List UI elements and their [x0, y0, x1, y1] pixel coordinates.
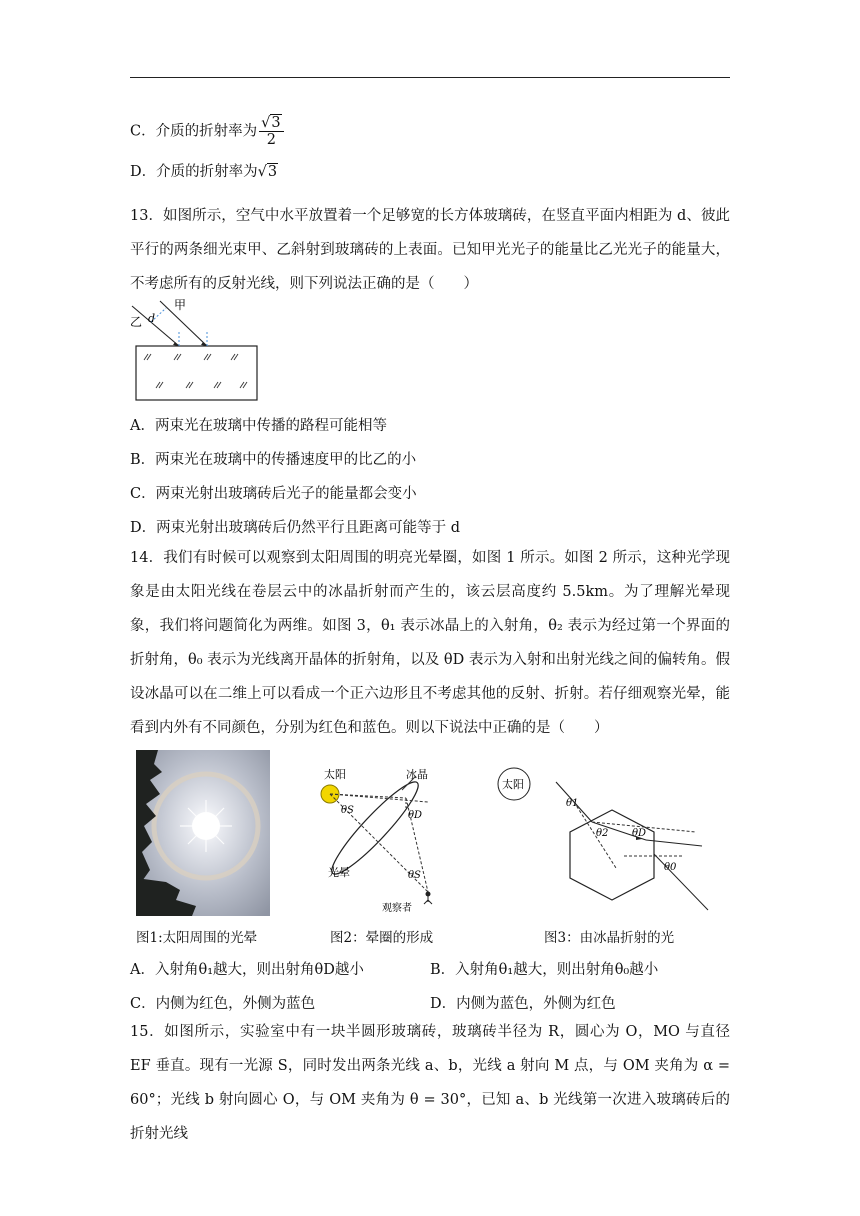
q14-fig1-caption: 图1:太阳周围的光晕 — [136, 930, 258, 946]
q12-option-d — [130, 162, 278, 182]
fig3-label-theta-0: θ0 — [664, 862, 677, 873]
fraction-sqrt3-over-2: $\frac{√3}{2}$ — [259, 115, 283, 148]
fig3-label-theta-2: θ2 — [596, 828, 609, 839]
fig2-label-theta-b: θS — [408, 870, 421, 881]
fig2-label-theta-d: θD — [408, 810, 423, 821]
q12-option-c-text: C．介质的折射率为 — [130, 123, 258, 140]
fig2-label-sun: 太阳 — [324, 768, 346, 781]
q14-option-a: A．入射角θ₁越大，则出射角θD越小 — [130, 962, 364, 978]
fraction-denominator: 2 — [266, 132, 276, 148]
q14-stem: 14．我们有时候可以观察到太阳周围的明亮光晕圈，如图 1 所示。如图 2 所示，这种光学现象是由太阳光线在卷层云中的冰晶折射而产生的，该云层高度约 5.5km。为了理解光晕现象，我们将问题简化为两维。如图 3，θ₁ 表示冰晶上的入射角，θ₂ 表示为经过第一个界面的折射角，θ₀ 表示为光线离开晶体的折射角，以及 θD 表示为入射和出射光线之间的偏转角。假设冰晶可以在二维上可以看成一个正六边形且不考虑其他的反射、折射。若仔细观察光晕，能看到内外有不同颜色，分别为红色和蓝色。则以下说法中正确的是（ ） — [130, 550, 730, 736]
q13-option-d: D．两束光射出玻璃砖后仍然平行且距离可能等于 d — [130, 520, 461, 536]
label-jia: 甲 — [174, 298, 187, 312]
q14-option-c: C．内侧为红色，外侧为蓝色 — [130, 996, 316, 1012]
q13-option-c: C．两束光射出玻璃砖后光子的能量都会变小 — [130, 486, 417, 502]
fig2-label-halo: 光晕 — [328, 866, 350, 879]
fig3-label-sun: 太阳 — [502, 778, 524, 791]
q14-fig2-caption: 图2：晕圈的形成 — [330, 930, 434, 946]
fraction-numerator: 3 — [271, 115, 281, 131]
fig2-label-theta-s: θS — [341, 805, 354, 816]
q13-option-a: A．两束光在玻璃中传播的路程可能相等 — [130, 418, 387, 434]
glass-hatching — [144, 354, 247, 388]
q14-fig3-caption: 图3：由冰晶折射的光 — [544, 930, 675, 946]
label-d: d — [148, 312, 156, 325]
header-rule — [130, 77, 730, 78]
fig3-label-theta-1: θ1 — [566, 798, 579, 809]
sqrt3: √3 — [257, 164, 278, 180]
fig2-label-observer: 观察者 — [382, 903, 412, 914]
q15-stem: 15．如图所示，实验室中有一块半圆形玻璃砖，玻璃砖半径为 R，圆心为 O，MO 与直径 EF 垂直。现有一光源 S，同时发出两条光线 a、b，光线 a 射向 M 点，与 OM 夹角为 α = 60°；光线 b 射向圆心 O，与 OM 夹角为 θ = 30°，已知 a、b 光线第一次进入玻璃砖后的折射光线 — [130, 1024, 730, 1142]
fig3-label-theta-d: θD — [632, 828, 647, 839]
q14-fig3-ice-refraction — [496, 760, 710, 920]
q14-option-d: D．内侧为蓝色，外侧为红色 — [430, 996, 616, 1012]
q14-fig1-halo-photo — [136, 750, 270, 916]
q12-option-c — [130, 115, 284, 148]
q14-option-b: B．入射角θ₁越大，则出射角θ₀越小 — [430, 962, 659, 978]
q13-glass-brick-figure — [128, 296, 268, 404]
q13-option-b: B．两束光在玻璃中的传播速度甲的比乙的小 — [130, 452, 417, 468]
q13-stem: 13．如图所示，空气中水平放置着一个足够宽的长方体玻璃砖，在竖直平面内相距为 d、彼此平行的两条细光束甲、乙斜射到玻璃砖的上表面。已知甲光光子的能量比乙光光子的能量大，不考虑所有的反射光线，则下列说法正确的是（ ） — [130, 208, 730, 292]
label-yi: 乙 — [130, 315, 143, 329]
q14-fig2-halo-formation — [310, 760, 458, 920]
q12-option-d-text: D．介质的折射率为 — [130, 164, 258, 180]
fig2-label-ice: 冰晶 — [406, 768, 428, 781]
